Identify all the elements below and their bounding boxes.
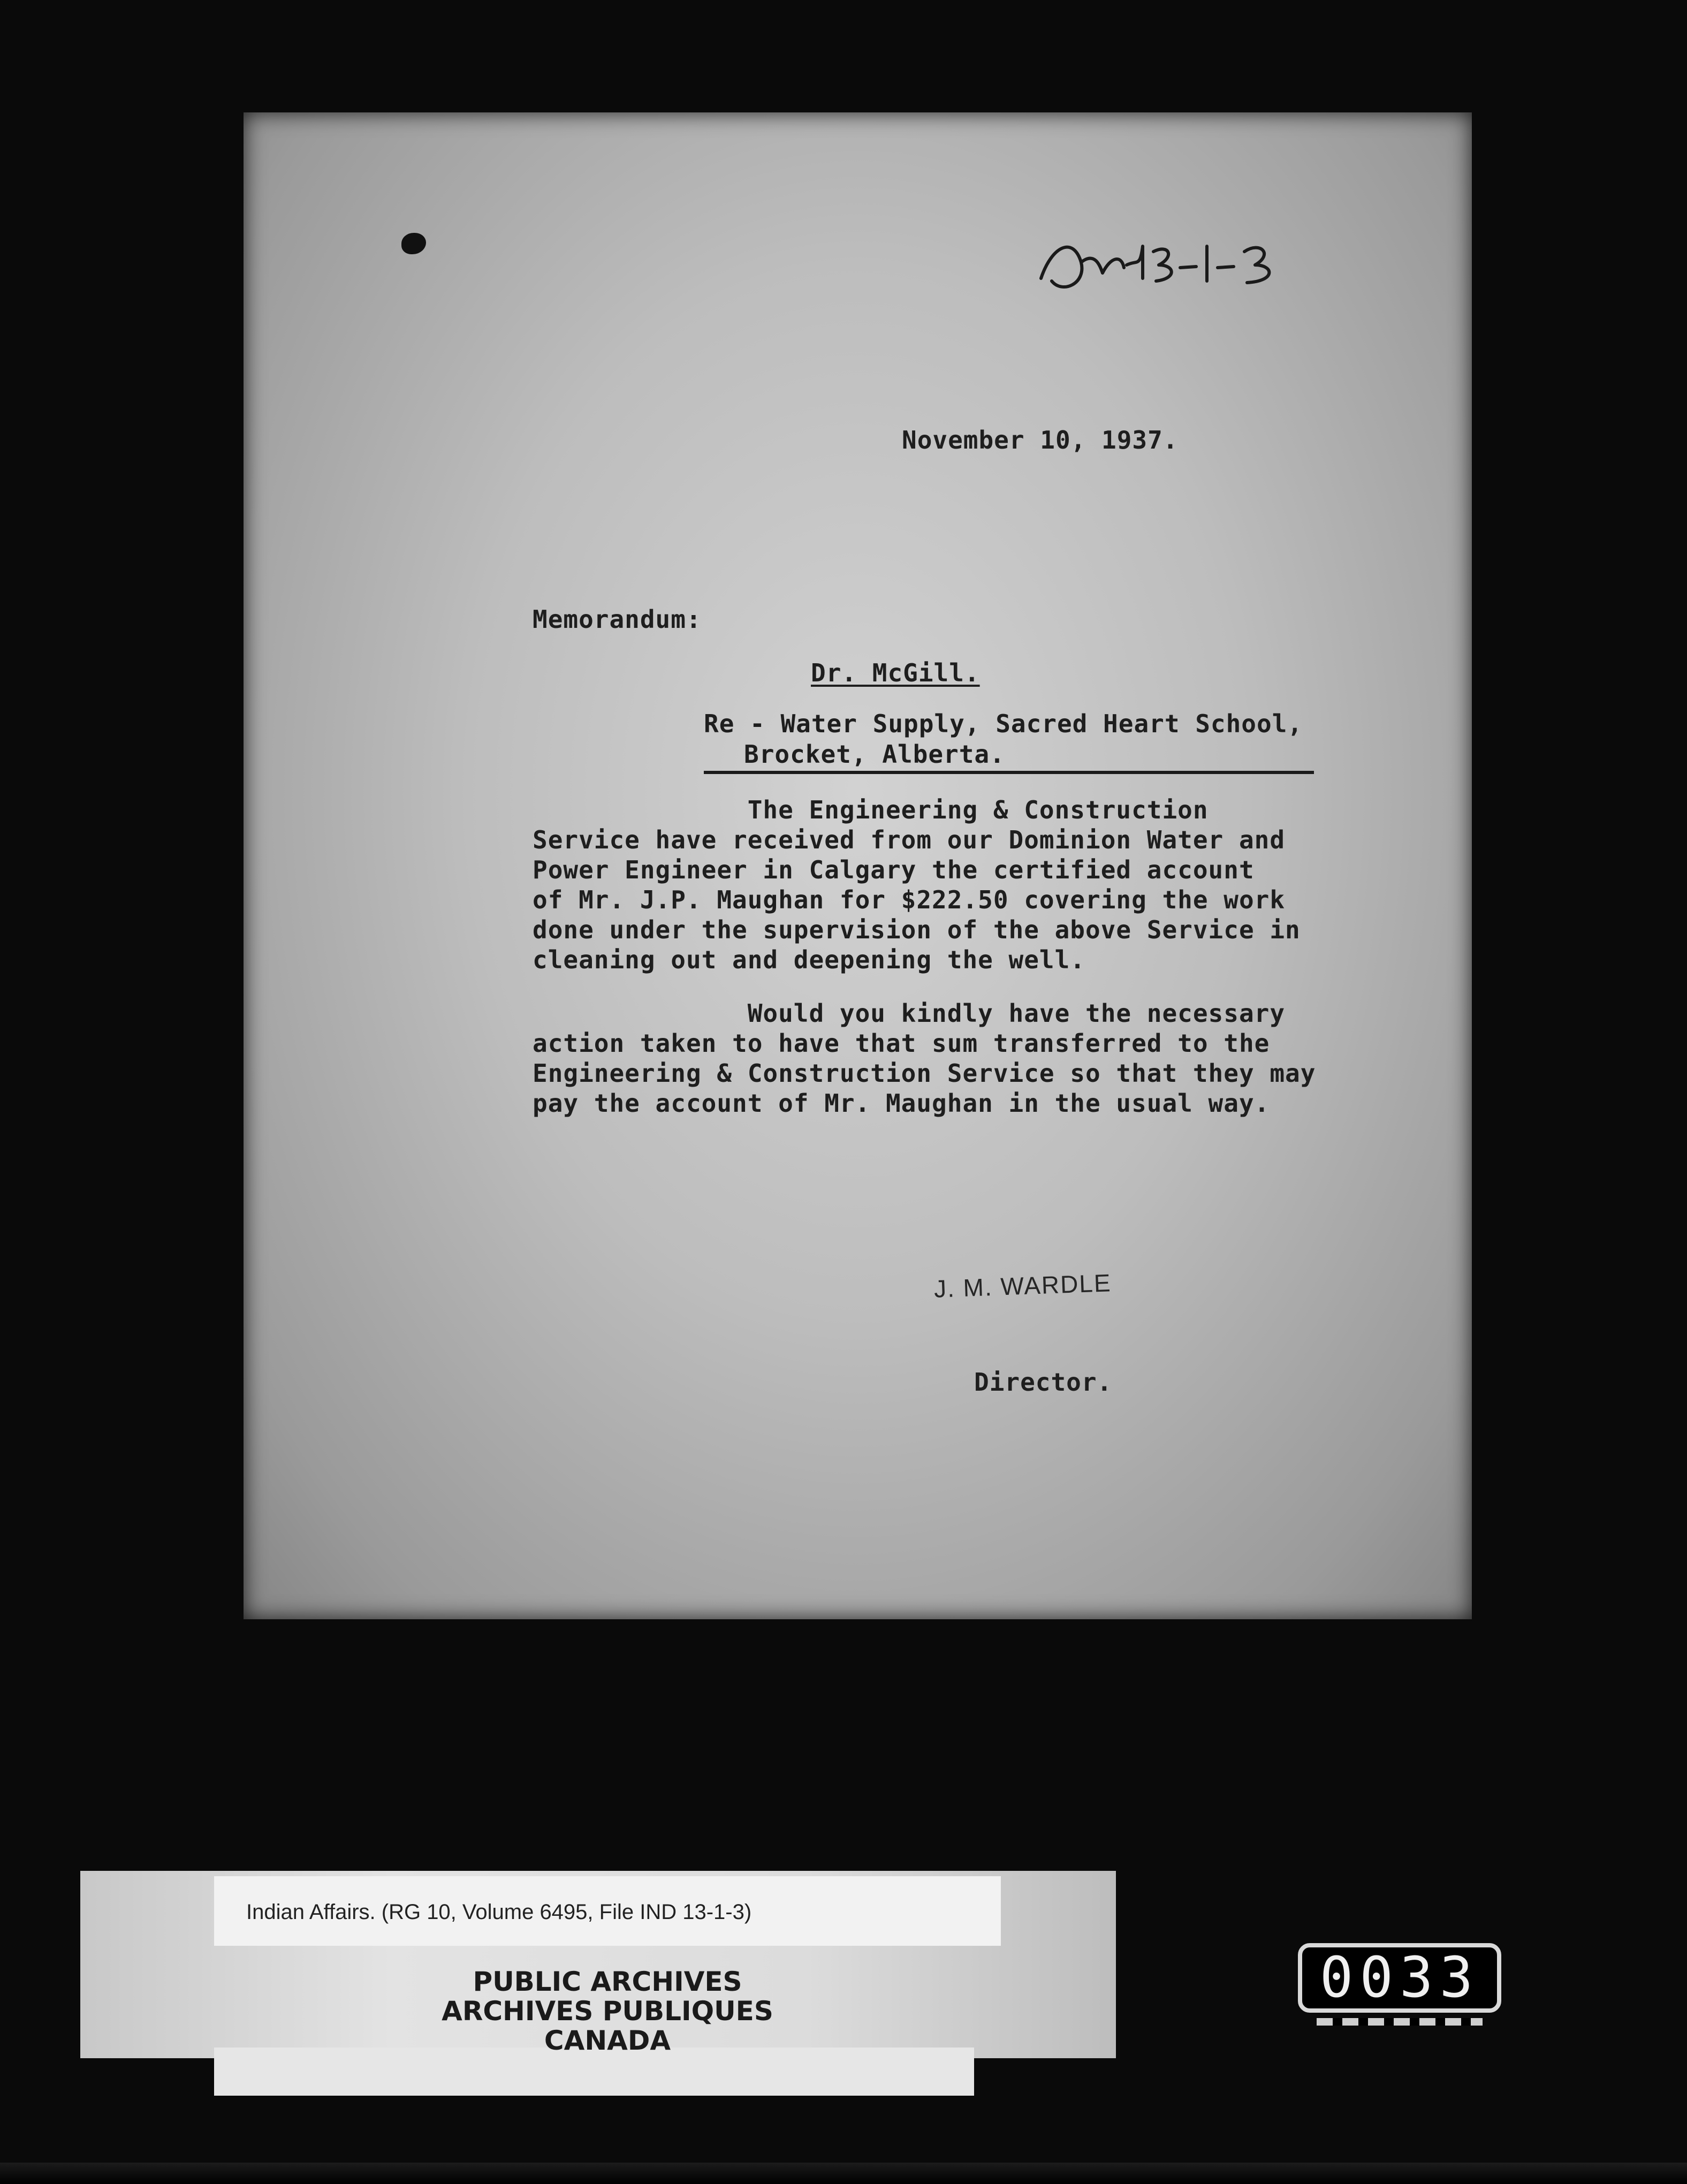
memo-sheet bbox=[244, 112, 1472, 1619]
memo-subject-line-1: Re - Water Supply, Sacred Heart School, bbox=[704, 709, 1303, 738]
memo-date: November 10, 1937. bbox=[902, 426, 1179, 454]
archive-line-2: ARCHIVES PUBLIQUES bbox=[442, 1996, 773, 2027]
subject-underline bbox=[704, 771, 1314, 774]
frame-number: 0033 bbox=[1298, 1943, 1501, 2013]
archive-label bbox=[80, 1871, 1116, 2096]
memo-paragraph-1: The Engineering & Construction Service have received from our Dominion Water and Power Engineer in Calgary the certified account of Mr. J.P. Maughan for $222.50 covering the work done under the supervision of the above Service in cleaning out and deepening the well. bbox=[533, 795, 1301, 974]
frame-counter-notches bbox=[1317, 2018, 1483, 2026]
archive-reference: Indian Affairs. (RG 10, Volume 6495, File IND 13-1-3) bbox=[246, 1900, 752, 1924]
memo-paragraph-2: Would you kindly have the necessary action taken to have that sum transferred to the Engineering & Construction Service so that they may pay the account of Mr. Maughan in the usual way. bbox=[533, 999, 1316, 1118]
archive-line-1: PUBLIC ARCHIVES bbox=[473, 1966, 742, 1997]
archive-line-3: CANADA bbox=[544, 2025, 671, 2056]
signer-title: Director. bbox=[974, 1368, 1113, 1397]
signature-stamp: J. M. WARDLE bbox=[933, 1269, 1112, 1303]
ink-speck bbox=[401, 233, 426, 254]
archive-institution bbox=[214, 1967, 1001, 2056]
memo-addressee: Dr. McGill. bbox=[811, 658, 980, 687]
film-edge bbox=[0, 2163, 1687, 2184]
handwritten-file-reference bbox=[1030, 214, 1298, 321]
memo-subject-line-2: Brocket, Alberta. bbox=[744, 740, 1005, 769]
memo-heading: Memorandum: bbox=[533, 605, 702, 634]
